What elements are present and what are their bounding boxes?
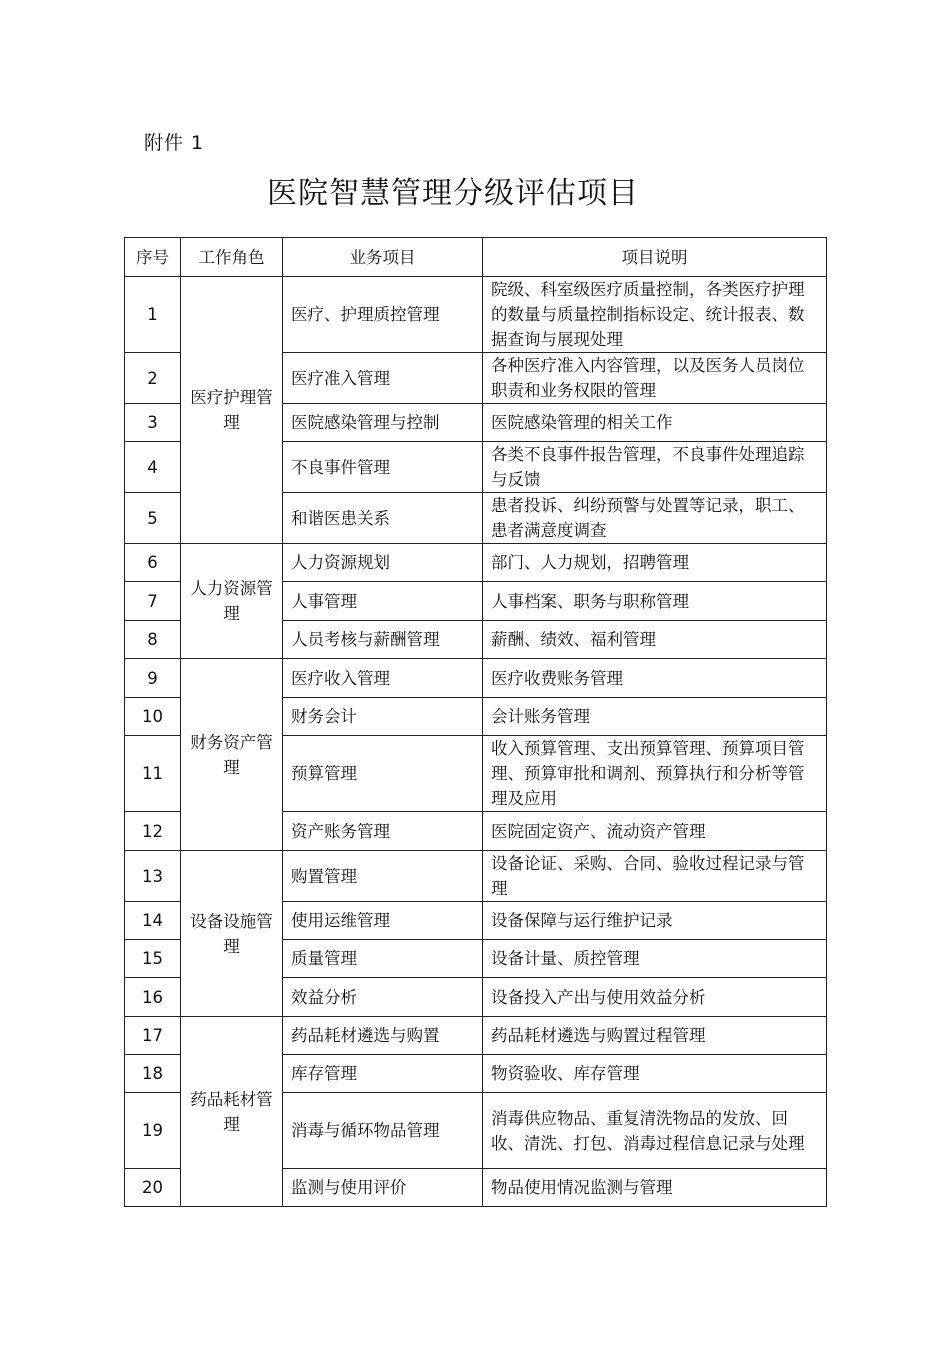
row-desc: 院级、科室级医疗质量控制，各类医疗护理的数量与质量控制指标设定、统计报表、数据查询与展现处理 bbox=[483, 277, 827, 353]
table-header-row bbox=[125, 238, 827, 277]
row-item: 财务会计 bbox=[283, 698, 483, 736]
table-row bbox=[125, 659, 827, 698]
row-desc: 人事档案、职务与职称管理 bbox=[483, 582, 827, 621]
row-desc: 医疗收费账务管理 bbox=[483, 659, 827, 698]
row-number: 17 bbox=[125, 1017, 181, 1055]
row-desc: 药品耗材遴选与购置过程管理 bbox=[483, 1017, 827, 1055]
row-item: 使用运维管理 bbox=[283, 902, 483, 940]
header-item: 业务项目 bbox=[283, 238, 483, 277]
row-item: 人力资源规划 bbox=[283, 544, 483, 582]
row-number: 4 bbox=[125, 442, 181, 493]
row-item: 质量管理 bbox=[283, 940, 483, 978]
row-desc: 患者投诉、纠纷预警与处置等记录，职工、患者满意度调查 bbox=[483, 493, 827, 544]
row-item: 人事管理 bbox=[283, 582, 483, 621]
header-role: 工作角色 bbox=[181, 238, 283, 277]
row-desc: 物资验收、库存管理 bbox=[483, 1055, 827, 1093]
row-item: 药品耗材遴选与购置 bbox=[283, 1017, 483, 1055]
row-number: 1 bbox=[125, 277, 181, 353]
role-equipment: 设备设施管理 bbox=[181, 851, 283, 1017]
row-desc: 薪酬、绩效、福利管理 bbox=[483, 621, 827, 659]
page-title: 医院智慧管理分级评估项目 bbox=[267, 176, 639, 211]
role-drugs: 药品耗材管理 bbox=[181, 1017, 283, 1207]
table-row bbox=[125, 851, 827, 902]
row-number: 16 bbox=[125, 978, 181, 1017]
role-hr: 人力资源管理 bbox=[181, 544, 283, 659]
row-number: 2 bbox=[125, 353, 181, 404]
role-medical: 医疗护理管理 bbox=[181, 277, 283, 544]
row-number: 6 bbox=[125, 544, 181, 582]
row-desc: 收入预算管理、支出预算管理、预算项目管理、预算审批和调剂、预算执行和分析等管理及应用 bbox=[483, 736, 827, 812]
row-desc: 设备保障与运行维护记录 bbox=[483, 902, 827, 940]
table-row bbox=[125, 1017, 827, 1055]
row-item: 医疗、护理质控管理 bbox=[283, 277, 483, 353]
row-number: 18 bbox=[125, 1055, 181, 1093]
row-number: 19 bbox=[125, 1093, 181, 1169]
row-desc: 物品使用情况监测与管理 bbox=[483, 1169, 827, 1207]
row-desc: 设备计量、质控管理 bbox=[483, 940, 827, 978]
row-number: 10 bbox=[125, 698, 181, 736]
row-desc: 医院感染管理的相关工作 bbox=[483, 404, 827, 442]
table-row bbox=[125, 544, 827, 582]
table-row bbox=[125, 277, 827, 353]
row-number: 7 bbox=[125, 582, 181, 621]
row-number: 8 bbox=[125, 621, 181, 659]
row-number: 13 bbox=[125, 851, 181, 902]
row-item: 消毒与循环物品管理 bbox=[283, 1093, 483, 1169]
row-item: 库存管理 bbox=[283, 1055, 483, 1093]
row-item: 医疗准入管理 bbox=[283, 353, 483, 404]
row-item: 购置管理 bbox=[283, 851, 483, 902]
row-item: 不良事件管理 bbox=[283, 442, 483, 493]
row-number: 14 bbox=[125, 902, 181, 940]
row-number: 11 bbox=[125, 736, 181, 812]
row-item: 和谐医患关系 bbox=[283, 493, 483, 544]
row-desc: 会计账务管理 bbox=[483, 698, 827, 736]
row-desc: 各类不良事件报告管理，不良事件处理追踪与反馈 bbox=[483, 442, 827, 493]
row-item: 资产账务管理 bbox=[283, 812, 483, 851]
row-desc: 部门、人力规划，招聘管理 bbox=[483, 544, 827, 582]
row-number: 3 bbox=[125, 404, 181, 442]
header-no: 序号 bbox=[125, 238, 181, 277]
row-item: 医疗收入管理 bbox=[283, 659, 483, 698]
row-desc: 消毒供应物品、重复清洗物品的发放、回收、清洗、打包、消毒过程信息记录与处理 bbox=[483, 1093, 827, 1169]
evaluation-table bbox=[124, 237, 827, 1207]
row-item: 预算管理 bbox=[283, 736, 483, 812]
row-desc: 各种医疗准入内容管理，以及医务人员岗位职责和业务权限的管理 bbox=[483, 353, 827, 404]
row-desc: 设备投入产出与使用效益分析 bbox=[483, 978, 827, 1017]
row-number: 9 bbox=[125, 659, 181, 698]
row-item: 效益分析 bbox=[283, 978, 483, 1017]
row-number: 15 bbox=[125, 940, 181, 978]
row-item: 监测与使用评价 bbox=[283, 1169, 483, 1207]
row-item: 医院感染管理与控制 bbox=[283, 404, 483, 442]
row-number: 20 bbox=[125, 1169, 181, 1207]
row-number: 12 bbox=[125, 812, 181, 851]
row-desc: 设备论证、采购、合同、验收过程记录与管理 bbox=[483, 851, 827, 902]
header-desc: 项目说明 bbox=[483, 238, 827, 277]
row-number: 5 bbox=[125, 493, 181, 544]
role-finance: 财务资产管理 bbox=[181, 659, 283, 851]
attachment-label: 附件 1 bbox=[144, 132, 205, 154]
row-desc: 医院固定资产、流动资产管理 bbox=[483, 812, 827, 851]
row-item: 人员考核与薪酬管理 bbox=[283, 621, 483, 659]
